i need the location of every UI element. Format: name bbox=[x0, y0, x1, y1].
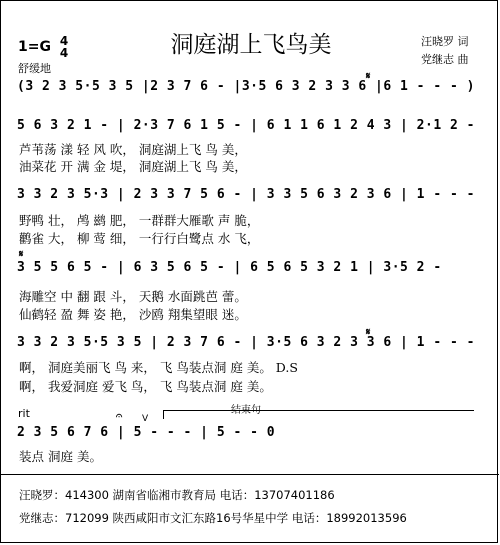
footer-divider bbox=[1, 474, 499, 475]
lyrics-line-3-verse-1: 野鸭 壮， 鸬 鹚 肥， 一群群大雁歌 声 脆， bbox=[19, 213, 260, 228]
time-signature bbox=[60, 35, 68, 59]
segno-icon: 𝄋 bbox=[19, 249, 24, 260]
lyrics-line-4-verse-2: 仙鹤轻 盈 舞 姿 艳， 沙鸥 翔集望眼 迷。 bbox=[19, 307, 247, 322]
notation-line-5: 3 3 2 3 5·5 3 5 | 2 3 7 6 - | 3·5 6 3 2 3 3 6 | 1 - - - bbox=[17, 335, 475, 350]
fermata-icon: 𝄐 bbox=[116, 409, 123, 422]
key-signature: 1=G bbox=[18, 39, 51, 55]
lyrics-line-2-verse-2: 油菜花 开 满 金 堤， 洞庭湖上飞 鸟 美， bbox=[19, 159, 247, 174]
contact-line-1: 汪晓罗：414300 湖南省临湘市教育局 电话：13707401186 bbox=[19, 488, 335, 502]
lyrics-line-2-verse-1: 芦苇荡 漾 轻 风 吹， 洞庭湖上飞 鸟 美， bbox=[19, 142, 247, 157]
notation-line-6: 2 3 5 6 7 6 | 5 - - - | 5 - - 0 bbox=[17, 425, 276, 440]
key-time-signature bbox=[18, 35, 68, 59]
notation-line-3: 3 3 2 3 5·3 | 2 3 3 7 5 6 - | 3 3 5 6 3 2 3 6 | 1 - - - bbox=[17, 187, 475, 202]
lyrics-line-6: 装点 洞庭 美。 bbox=[19, 449, 102, 464]
contact-line-2: 党继志：712099 陕西咸阳市文汇东路16号华星中学 电话：18992013596 bbox=[19, 511, 407, 525]
notation-line-4: 3 5 5 6 5 - | 6 3 5 6 5 - | 6 5 6 5 3 2 1 | 3·5 2 - bbox=[17, 260, 442, 275]
ritardando-mark: rit bbox=[18, 407, 30, 420]
lyrics-line-4-verse-1: 海雕空 中 翻 跟 斗， 天鹅 水面跳芭 蕾。 bbox=[19, 289, 247, 304]
notation-line-2: 5 6 3 2 1 - | 2·3 7 6 1 5 - | 6 1 1 6 1 2 4 3 | 2·1 2 - bbox=[17, 118, 475, 133]
song-title: 洞庭湖上飞鸟美 bbox=[170, 32, 332, 58]
ending-label: 结束句 bbox=[231, 405, 261, 416]
lyricist-credit: 汪晓罗 词 bbox=[421, 35, 469, 48]
tempo-marking: 舒缓地 bbox=[18, 62, 51, 75]
time-signature-top: 4 bbox=[59, 34, 69, 48]
segno-icon: 𝄋 bbox=[366, 71, 371, 82]
breath-mark-icon: V bbox=[142, 414, 149, 424]
composer-credit: 党继志 曲 bbox=[421, 53, 469, 66]
lyrics-line-5-verse-2: 啊， 我爱洞庭 爱飞 鸟， 飞 鸟装点洞 庭 美。 bbox=[19, 379, 272, 394]
lyrics-line-5-verse-1: 啊， 洞庭美丽飞 鸟 来， 飞 鸟装点洞 庭 美。 D.S bbox=[19, 360, 298, 375]
ending-bracket bbox=[163, 410, 474, 419]
time-signature-bottom: 4 bbox=[59, 46, 69, 60]
segno-icon: 𝄋 bbox=[366, 327, 371, 338]
notation-line-1: (3 2 3 5·5 3 5 |2 3 7 6 - |3·5 6 3 2 3 3 6 |6 1 - - - ) bbox=[17, 79, 475, 94]
lyrics-line-3-verse-2: 鹳雀 大， 柳 莺 细， 一行行白鹭点 水 飞， bbox=[19, 231, 260, 246]
